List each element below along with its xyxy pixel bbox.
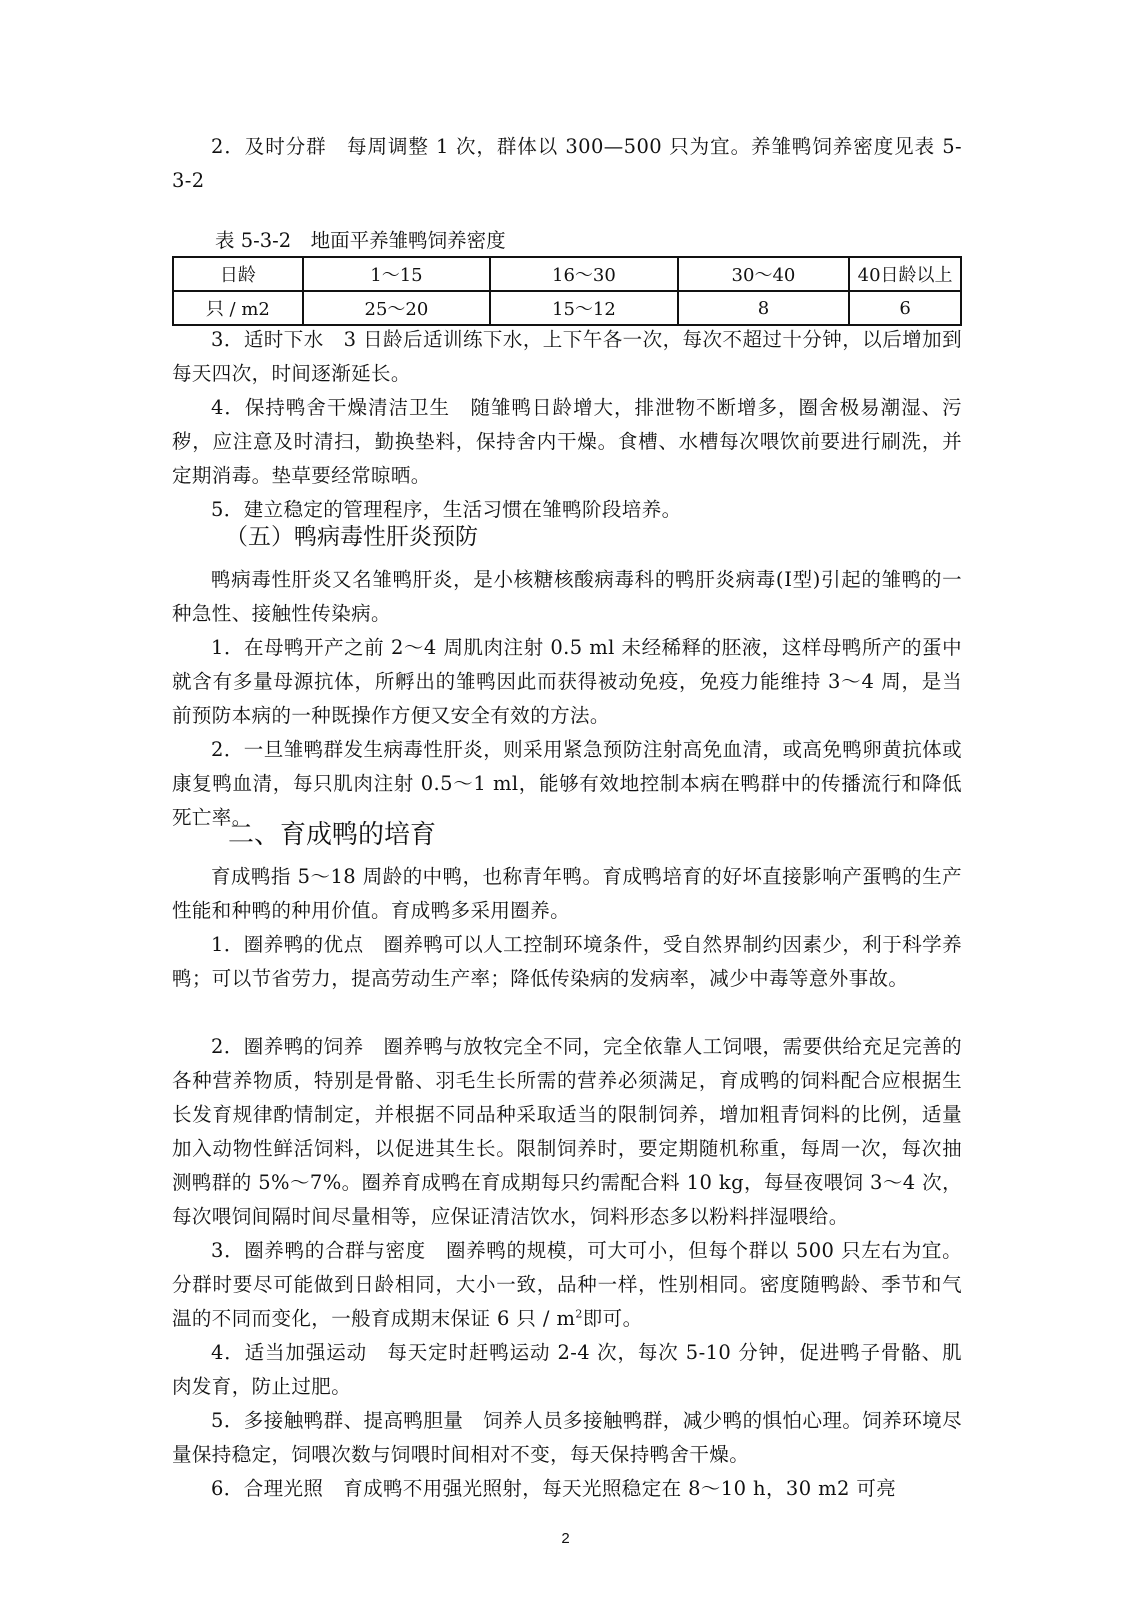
table-cell: 1～15 bbox=[303, 257, 491, 291]
superscript-2: 2 bbox=[575, 1307, 583, 1321]
table-cell: 40日龄以上 bbox=[849, 257, 961, 291]
density-table bbox=[172, 256, 962, 326]
paragraph-hepatitis-2: 2．一旦雏鸭群发生病毒性肝炎，则采用紧急预防注射高免血清，或高免鸭卵黄抗体或康复鸭血清，每只肌肉注射 0.5～1 ml，能够有效地控制本病在鸭群中的传播流行和降低死亡率。 bbox=[172, 738, 962, 829]
table-cell: 25～20 bbox=[303, 291, 491, 325]
table-cell: 只 / m2 bbox=[173, 291, 303, 325]
paragraph-keep-dry: 4．保持鸭舍干燥清洁卫生 随雏鸭日龄增大，排泄物不断增多，圈舍极易潮湿、污秽，应注意及时清扫，勤换垫料，保持舍内干燥。食槽、水槽每次喂饮前要进行刷洗，并定期消毒。垫草要经常晾晒。 bbox=[172, 396, 962, 487]
table-header-row bbox=[173, 257, 961, 291]
paragraph-growing-3-text: 3．圈养鸭的合群与密度 圈养鸭的规模，可大可小，但每个群以 500 只左右为宜。分群时要尽可能做到日龄相同，大小一致，品种一样，性别相同。密度随鸭龄、季节和气温的不同而变化，一般育成期末保证 6 只 / m bbox=[172, 1239, 962, 1330]
paragraph-growing-3-end: 即可。 bbox=[582, 1307, 643, 1330]
paragraph-hepatitis-1: 1．在母鸭开产之前 2～4 周肌肉注射 0.5 ml 未经稀释的胚液，这样母鸭所产的蛋中就含有多量母源抗体，所孵出的雏鸭因此而获得被动免疫，免疫力能维持 3～4 周，是当前预防本病的一种既操作方便又安全有效的方法。 bbox=[172, 636, 962, 727]
section-heading-growing-duck: 二、育成鸭的培育 bbox=[228, 820, 437, 850]
table-caption: 表 5-3-2 地面平养雏鸭饲养密度 bbox=[215, 229, 506, 252]
table-row bbox=[173, 291, 961, 325]
paragraph-growing-1: 1．圈养鸭的优点 圈养鸭可以人工控制环境条件，受自然界制约因素少，利于科学养鸭；可以节省劳力，提高劳动生产率；降低传染病的发病率，减少中毒等意外事故。 bbox=[172, 933, 962, 990]
paragraph-growing-3 bbox=[172, 1234, 962, 1336]
table-cell: 15～12 bbox=[490, 291, 678, 325]
page-number: 2 bbox=[561, 1530, 570, 1547]
table-cell: 16～30 bbox=[490, 257, 678, 291]
paragraph-growing-5: 5．多接触鸭群、提高鸭胆量 饲养人员多接触鸭群，减少鸭的惧怕心理。饲养环境尽量保持稳定，饲喂次数与饲喂时间相对不变，每天保持鸭舍干燥。 bbox=[172, 1409, 962, 1466]
table-cell: 30～40 bbox=[678, 257, 850, 291]
section-heading-hepatitis: （五）鸭病毒性肝炎预防 bbox=[225, 524, 478, 550]
paragraph-hepatitis-intro: 鸭病毒性肝炎又名雏鸭肝炎，是小核糖核酸病毒科的鸭肝炎病毒(Ⅰ型)引起的雏鸭的一种急性、接触性传染病。 bbox=[172, 568, 962, 625]
table-cell: 8 bbox=[678, 291, 850, 325]
paragraph-group-split: 2．及时分群 每周调整 1 次，群体以 300—500 只为宜。养雏鸭饲养密度见表 5-3-2 bbox=[172, 135, 962, 192]
paragraph-growing-2: 2．圈养鸭的饲养 圈养鸭与放牧完全不同，完全依靠人工饲喂，需要供给充足完善的各种营养物质，特别是骨骼、羽毛生长所需的营养必须满足，育成鸭的饲料配合应根据生长发育规律酌情制定，并根据不同品种采取适当的限制饲养，增加粗青饲料的比例，适量加入动物性鲜活饲料，以促进其生长。限制饲养时，要定期随机称重，每周一次，每次抽测鸭群的 5%～7%。圈养育成鸭在育成期每只约需配合料 10 kg，每昼夜喂饲 3～4 次，每次喂饲间隔时间尽量相等，应保证清洁饮水，饲料形态多以粉料拌湿喂给。 bbox=[172, 1035, 962, 1228]
paragraph-water-training: 3．适时下水 3 日龄后适训练下水，上下午各一次，每次不超过十分钟，以后增加到每天四次，时间逐渐延长。 bbox=[172, 328, 962, 385]
paragraph-routine: 5．建立稳定的管理程序，生活习惯在雏鸭阶段培养。 bbox=[211, 498, 682, 521]
table-cell: 日龄 bbox=[173, 257, 303, 291]
paragraph-growing-6: 6．合理光照 育成鸭不用强光照射，每天光照稳定在 8～10 h，30 m2 可亮 bbox=[211, 1477, 897, 1500]
table-cell: 6 bbox=[849, 291, 961, 325]
paragraph-growing-4: 4．适当加强运动 每天定时赶鸭运动 2-4 次，每次 5-10 分钟，促进鸭子骨骼、肌肉发育，防止过肥。 bbox=[172, 1341, 962, 1398]
paragraph-growing-intro: 育成鸭指 5～18 周龄的中鸭，也称青年鸭。育成鸭培育的好坏直接影响产蛋鸭的生产性能和种鸭的种用价值。育成鸭多采用圈养。 bbox=[172, 865, 962, 922]
